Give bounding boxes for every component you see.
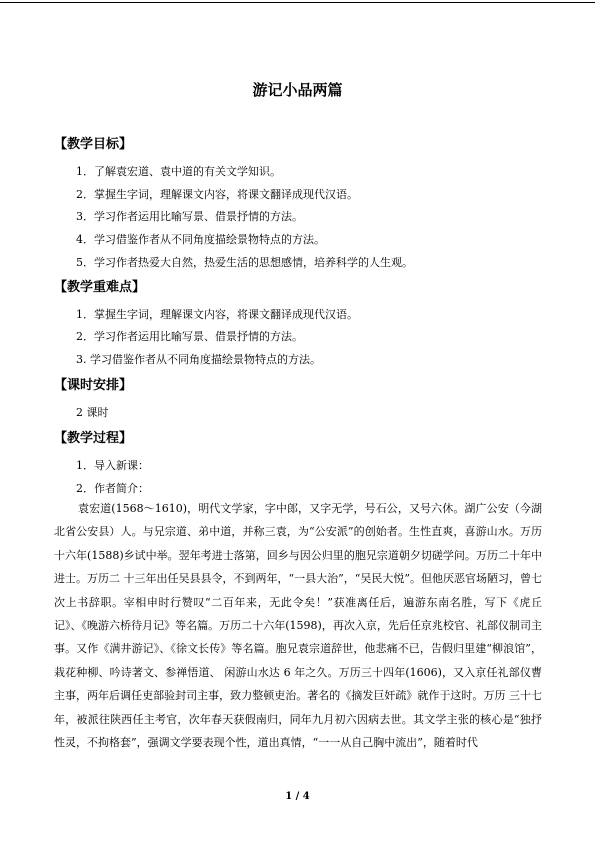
top-rule	[0, 2, 595, 3]
section-heading-process: 【教学过程】	[54, 431, 133, 446]
list-item: 5．学习作者热爱大自然，热爱生活的思想感情，培养科学的人生观。	[76, 256, 413, 269]
section-heading-schedule: 【课时安排】	[54, 378, 133, 393]
list-item: 2 课时	[76, 406, 109, 419]
list-item: 2．学习作者运用比喻写景、借景抒情的方法。	[76, 330, 303, 343]
list-item: 1．导入新课：	[76, 459, 149, 472]
author-biography-paragraph: 袁宏道(1568～1610)，明代文学家，字中郎，又字无学，号石公，又号六休。湖广公安（今湖北省公安县）人。与兄宗道、弟中道，并称三袁，为“公安派”的创始者。生性直爽，喜游山水。万历十六年(1588)乡试中举。翌年考进士落第，回乡与因公归里的胞兄宗道朝夕切磋学问。万历二十年中进士。万历二 十三年出任吴县县令，不到两年，“一县大治”，“吴民大悦”。但他厌恶官场陋习，曾七次上书辞职。宰相申时行赞叹“二百年来，无此令矣！”获准离任后，遍游东南名胜，写下《虎丘记》、《晚游六桥待月记》等名篇。万历二十六年(1598)，再次入京，先后任京兆校官、礼部仪制司主事。又作《满井游记》、《徐文长传》等名篇。胞兄袁宗道辞世，他悲痛不已，告假归里建“柳浪馆”，栽花种柳、吟诗著文、参禅悟道、 闲游山水达 6 年之久。万历三十四年(1606)，又入京任礼部仪曹主事，两年后调任吏部验封司主事，致力整顿吏治。著名的《摘发巨奸疏》就作于这时。万历 三十七年，被派往陕西任主考官，次年春天获假南归，同年九月初六因病去世。其文学主张的核心是“独抒性灵，不拘格套”，强调文学要表现个性，道出真情，“一一从自己胸中流出”，随着时代	[54, 502, 542, 750]
section-heading-objectives: 【教学目标】	[54, 137, 133, 152]
list-item: 2．作者简介：	[76, 482, 149, 495]
list-item: 1．掌握生字词，理解课文内容，将课文翻译成现代汉语。	[76, 308, 358, 321]
list-item: 2．掌握生字词，理解课文内容，将课文翻译成现代汉语。	[76, 188, 358, 201]
document-title: 游记小品两篇	[252, 81, 343, 99]
page-number: 1 / 4	[285, 791, 310, 802]
list-item: 3. 学习借鉴作者从不同角度描绘景物特点的方法。	[76, 353, 321, 366]
list-item: 4．学习借鉴作者从不同角度描绘景物特点的方法。	[76, 233, 325, 246]
section-heading-key-points: 【教学重难点】	[54, 280, 146, 295]
list-item: 3．学习作者运用比喻写景、借景抒情的方法。	[76, 210, 303, 223]
list-item: 1．了解袁宏道、袁中道的有关文学知识。	[76, 165, 281, 178]
